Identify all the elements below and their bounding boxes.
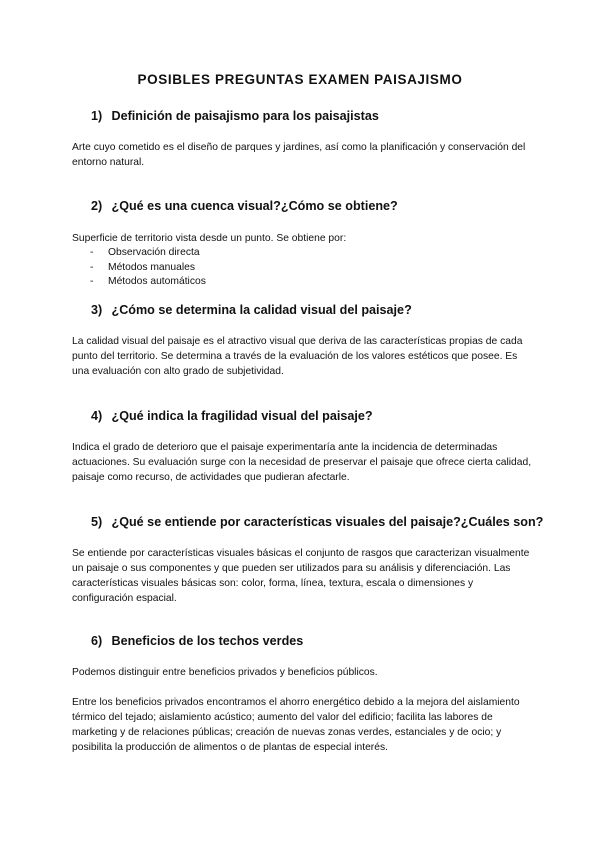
answer-1-paragraph: Arte cuyo cometido es el diseño de parques y jardines, así como la planificación y conservación del entorno natural. bbox=[72, 142, 526, 168]
question-4-number: 4) bbox=[91, 409, 103, 423]
list-item: - Observación directa bbox=[90, 246, 206, 261]
question-2-heading bbox=[91, 199, 398, 213]
answer-4-paragraph: Indica el grado de deterioro que el paisaje experimentaría ante la incidencia de determinadas actuaciones. Su evaluación surge con la necesidad de preservar el paisaje que ofrece cierta calidad, paisaje como recurso, de actividades que pudieran afectarle. bbox=[72, 442, 532, 483]
question-5-number: 5) bbox=[91, 515, 103, 529]
question-4-text: ¿Qué indica la fragilidad visual del paisaje? bbox=[111, 409, 373, 423]
answer-2-paragraph: Superficie de territorio vista desde un punto. Se obtiene por: bbox=[72, 233, 347, 244]
list-item: - Métodos manuales bbox=[90, 261, 206, 276]
list-marker: - bbox=[90, 247, 94, 258]
list-marker: - bbox=[90, 276, 94, 287]
question-6-heading bbox=[91, 634, 303, 648]
answer-2-list bbox=[90, 246, 206, 290]
answer-3-paragraph: La calidad visual del paisaje es el atractivo visual que deriva de las características propias de cada punto del territorio. Se determina a través de la evaluación de los valores estéticos que posee. Es una evaluación con alto grado de subjetividad. bbox=[72, 336, 523, 377]
question-1-number: 1) bbox=[91, 109, 103, 123]
question-3-number: 3) bbox=[91, 303, 103, 317]
question-1-heading bbox=[91, 109, 379, 123]
question-3-heading bbox=[91, 303, 412, 317]
answer-6-paragraph-2: Entre los beneficios privados encontramos el ahorro energético debido a la mejora del aislamiento térmico del tejado; aislamiento acústico; aumento del valor del edificio; facilita las labores de marketing y de relaciones públicas; creación de nuevas zonas verdes, estanciales y de ocio; y posibilita la producción de alimentos o de plantas de especial interés. bbox=[72, 697, 520, 753]
document-title: POSIBLES PREGUNTAS EXAMEN PAISAJISMO bbox=[137, 72, 463, 87]
list-marker: - bbox=[90, 261, 94, 273]
question-2-text: ¿Qué es una cuenca visual?¿Cómo se obtiene? bbox=[111, 199, 398, 213]
question-2-number: 2) bbox=[91, 199, 103, 213]
question-3-text: ¿Cómo se determina la calidad visual del paisaje? bbox=[111, 303, 412, 317]
question-6-text: Beneficios de los techos verdes bbox=[111, 634, 304, 648]
question-5-text: ¿Qué se entiende por características visuales del paisaje?¿Cuáles son? bbox=[111, 515, 544, 529]
answer-6-paragraph-1: Podemos distinguir entre beneficios privados y beneficios públicos. bbox=[72, 667, 378, 678]
list-item: - Métodos automáticos bbox=[90, 275, 206, 290]
answer-5-paragraph: Se entiende por características visuales básicas el conjunto de rasgos que caracterizan visualmente un paisaje o sus componentes y que pueden ser utilizados para su análisis y diferenciación. Las características visuales básicas son: color, forma, línea, textura, escala o dimensiones y configuración espacial. bbox=[72, 548, 530, 604]
question-6-number: 6) bbox=[91, 634, 103, 648]
question-5-heading bbox=[91, 515, 543, 529]
question-1-text: Definición de paisajismo para los paisajistas bbox=[111, 109, 379, 123]
question-4-heading bbox=[91, 409, 373, 423]
